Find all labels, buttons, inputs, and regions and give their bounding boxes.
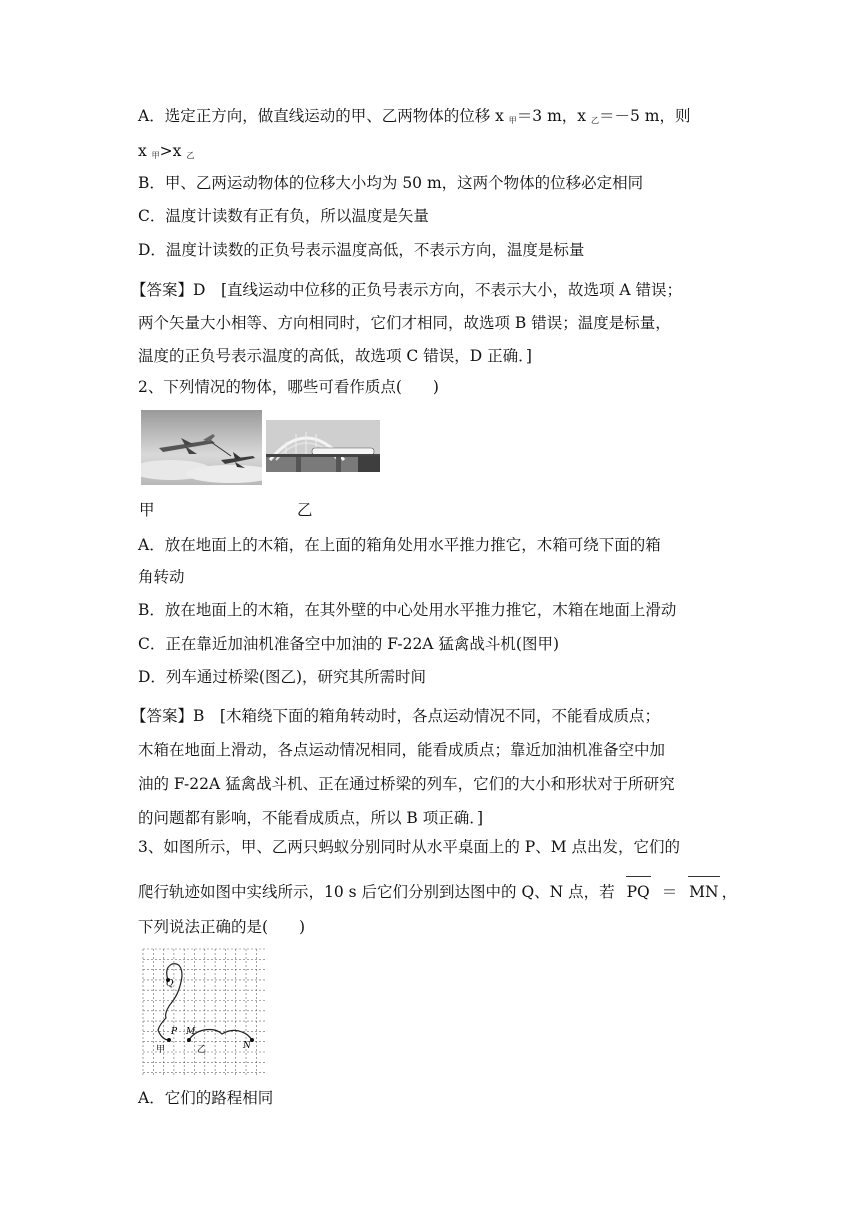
- label-p: P: [171, 1027, 178, 1037]
- q2-option-a-line1: A．放在地面上的木箱，在上面的箱角处用水平推力推它，木箱可绕下面的箱: [138, 536, 661, 554]
- answer-text: D [直线运动中位移的正负号表示方向，不表示大小，故选项 A 错误；: [193, 281, 683, 299]
- figure-label-yi: 乙: [297, 501, 313, 519]
- q1-answer-line2: 两个矢量大小相等、方向相同时，它们才相同，故选项 B 错误；温度是标量，: [138, 314, 671, 332]
- q2-answer-line4: 的问题都有影响，不能看成质点，所以 B 项正确．]: [138, 809, 484, 827]
- q2-option-b: B．放在地面上的木箱，在其外壁的中心处用水平推力推它，木箱在地面上滑动: [138, 601, 677, 619]
- label-m: M: [186, 1027, 196, 1037]
- q3-stem-line1: 3、如图所示，甲、乙两只蚂蚁分别同时从水平桌面上的 P、M 点出发，它们的: [138, 838, 681, 856]
- answer-text: B [木箱绕下面的箱角转动时，各点运动情况不同，不能看成质点；: [193, 707, 660, 725]
- label-yi: 乙: [197, 1045, 207, 1055]
- pq-vector-label: PQ: [624, 882, 653, 902]
- ant-trajectory-figure: [142, 948, 266, 1076]
- q2-option-d: D．列车通过桥梁(图乙)，研究其所需时间: [138, 668, 427, 686]
- q3-option-a: A．它们的路程相同: [138, 1089, 274, 1107]
- q2-answer-line1: [131, 706, 660, 726]
- label-q: Q: [166, 979, 174, 989]
- ant-grid-svg: [142, 948, 266, 1076]
- subscript: 乙: [590, 116, 599, 125]
- subscript: 甲: [508, 116, 517, 125]
- subscript: 甲: [151, 151, 160, 160]
- q1-option-a-text: A．选定正方向，做直线运动的甲、乙两物体的位移 x: [138, 107, 509, 125]
- answer-tag: 【答案】: [131, 707, 194, 725]
- answer-tag: 【答案】: [131, 281, 194, 299]
- equals-sign: ＝: [661, 883, 678, 901]
- q1-option-a-text: ＝3 m，x: [516, 107, 591, 125]
- q1-answer-line3: 温度的正负号表示温度的高低，故选项 C 错误，D 正确．]: [138, 347, 532, 365]
- figure-label-jia: 甲: [139, 501, 155, 519]
- fighter-jet-refuel-image: [141, 410, 262, 485]
- subscript: 乙: [186, 151, 195, 160]
- train-bridge-image: [266, 420, 380, 472]
- q1-option-c: C．温度计读数有正有负，所以温度是矢量: [138, 207, 429, 225]
- label-n: N: [243, 1041, 251, 1051]
- q2-answer-line3: 油的 F-22A 猛禽战斗机、正在通过桥梁的列车，它们的大小和形状对于所研究: [138, 775, 675, 793]
- mn-vector-label: MN: [686, 882, 721, 902]
- q2-stem: 2、下列情况的物体，哪些可看作质点( ): [138, 378, 439, 396]
- q2-option-a-line2: 角转动: [138, 568, 185, 586]
- q3-stem-line2: [138, 882, 737, 902]
- comma: ，: [721, 883, 738, 901]
- q1-option-a-text: x: [138, 142, 152, 160]
- q1-option-b: B．甲、乙两运动物体的位移大小均为 50 m，这两个物体的位移必定相同: [138, 174, 644, 192]
- q1-option-a-line1: [138, 106, 690, 131]
- q2-answer-line2: 木箱在地面上滑动，各点运动情况相同，能看成质点；靠近加油机准备空中加: [138, 741, 666, 759]
- q1-option-a-text: >x: [159, 142, 187, 160]
- q2-option-c: C．正在靠近加油机准备空中加油的 F-22A 猛禽战斗机(图甲): [138, 635, 560, 653]
- q1-option-a-line2: [138, 141, 194, 166]
- q3-stem-line3: 下列说法正确的是( ): [138, 918, 306, 936]
- q1-answer-line1: [131, 280, 682, 300]
- q3-stem-text: 爬行轨迹如图中实线所示，10 s 后它们分别到达图中的 Q、N 点，若: [138, 883, 615, 901]
- q1-option-a-text: ＝－5 m，则: [598, 107, 691, 125]
- q1-option-d: D．温度计读数的正负号表示温度高低，不表示方向，温度是标量: [138, 241, 585, 259]
- label-jia: 甲: [156, 1045, 166, 1055]
